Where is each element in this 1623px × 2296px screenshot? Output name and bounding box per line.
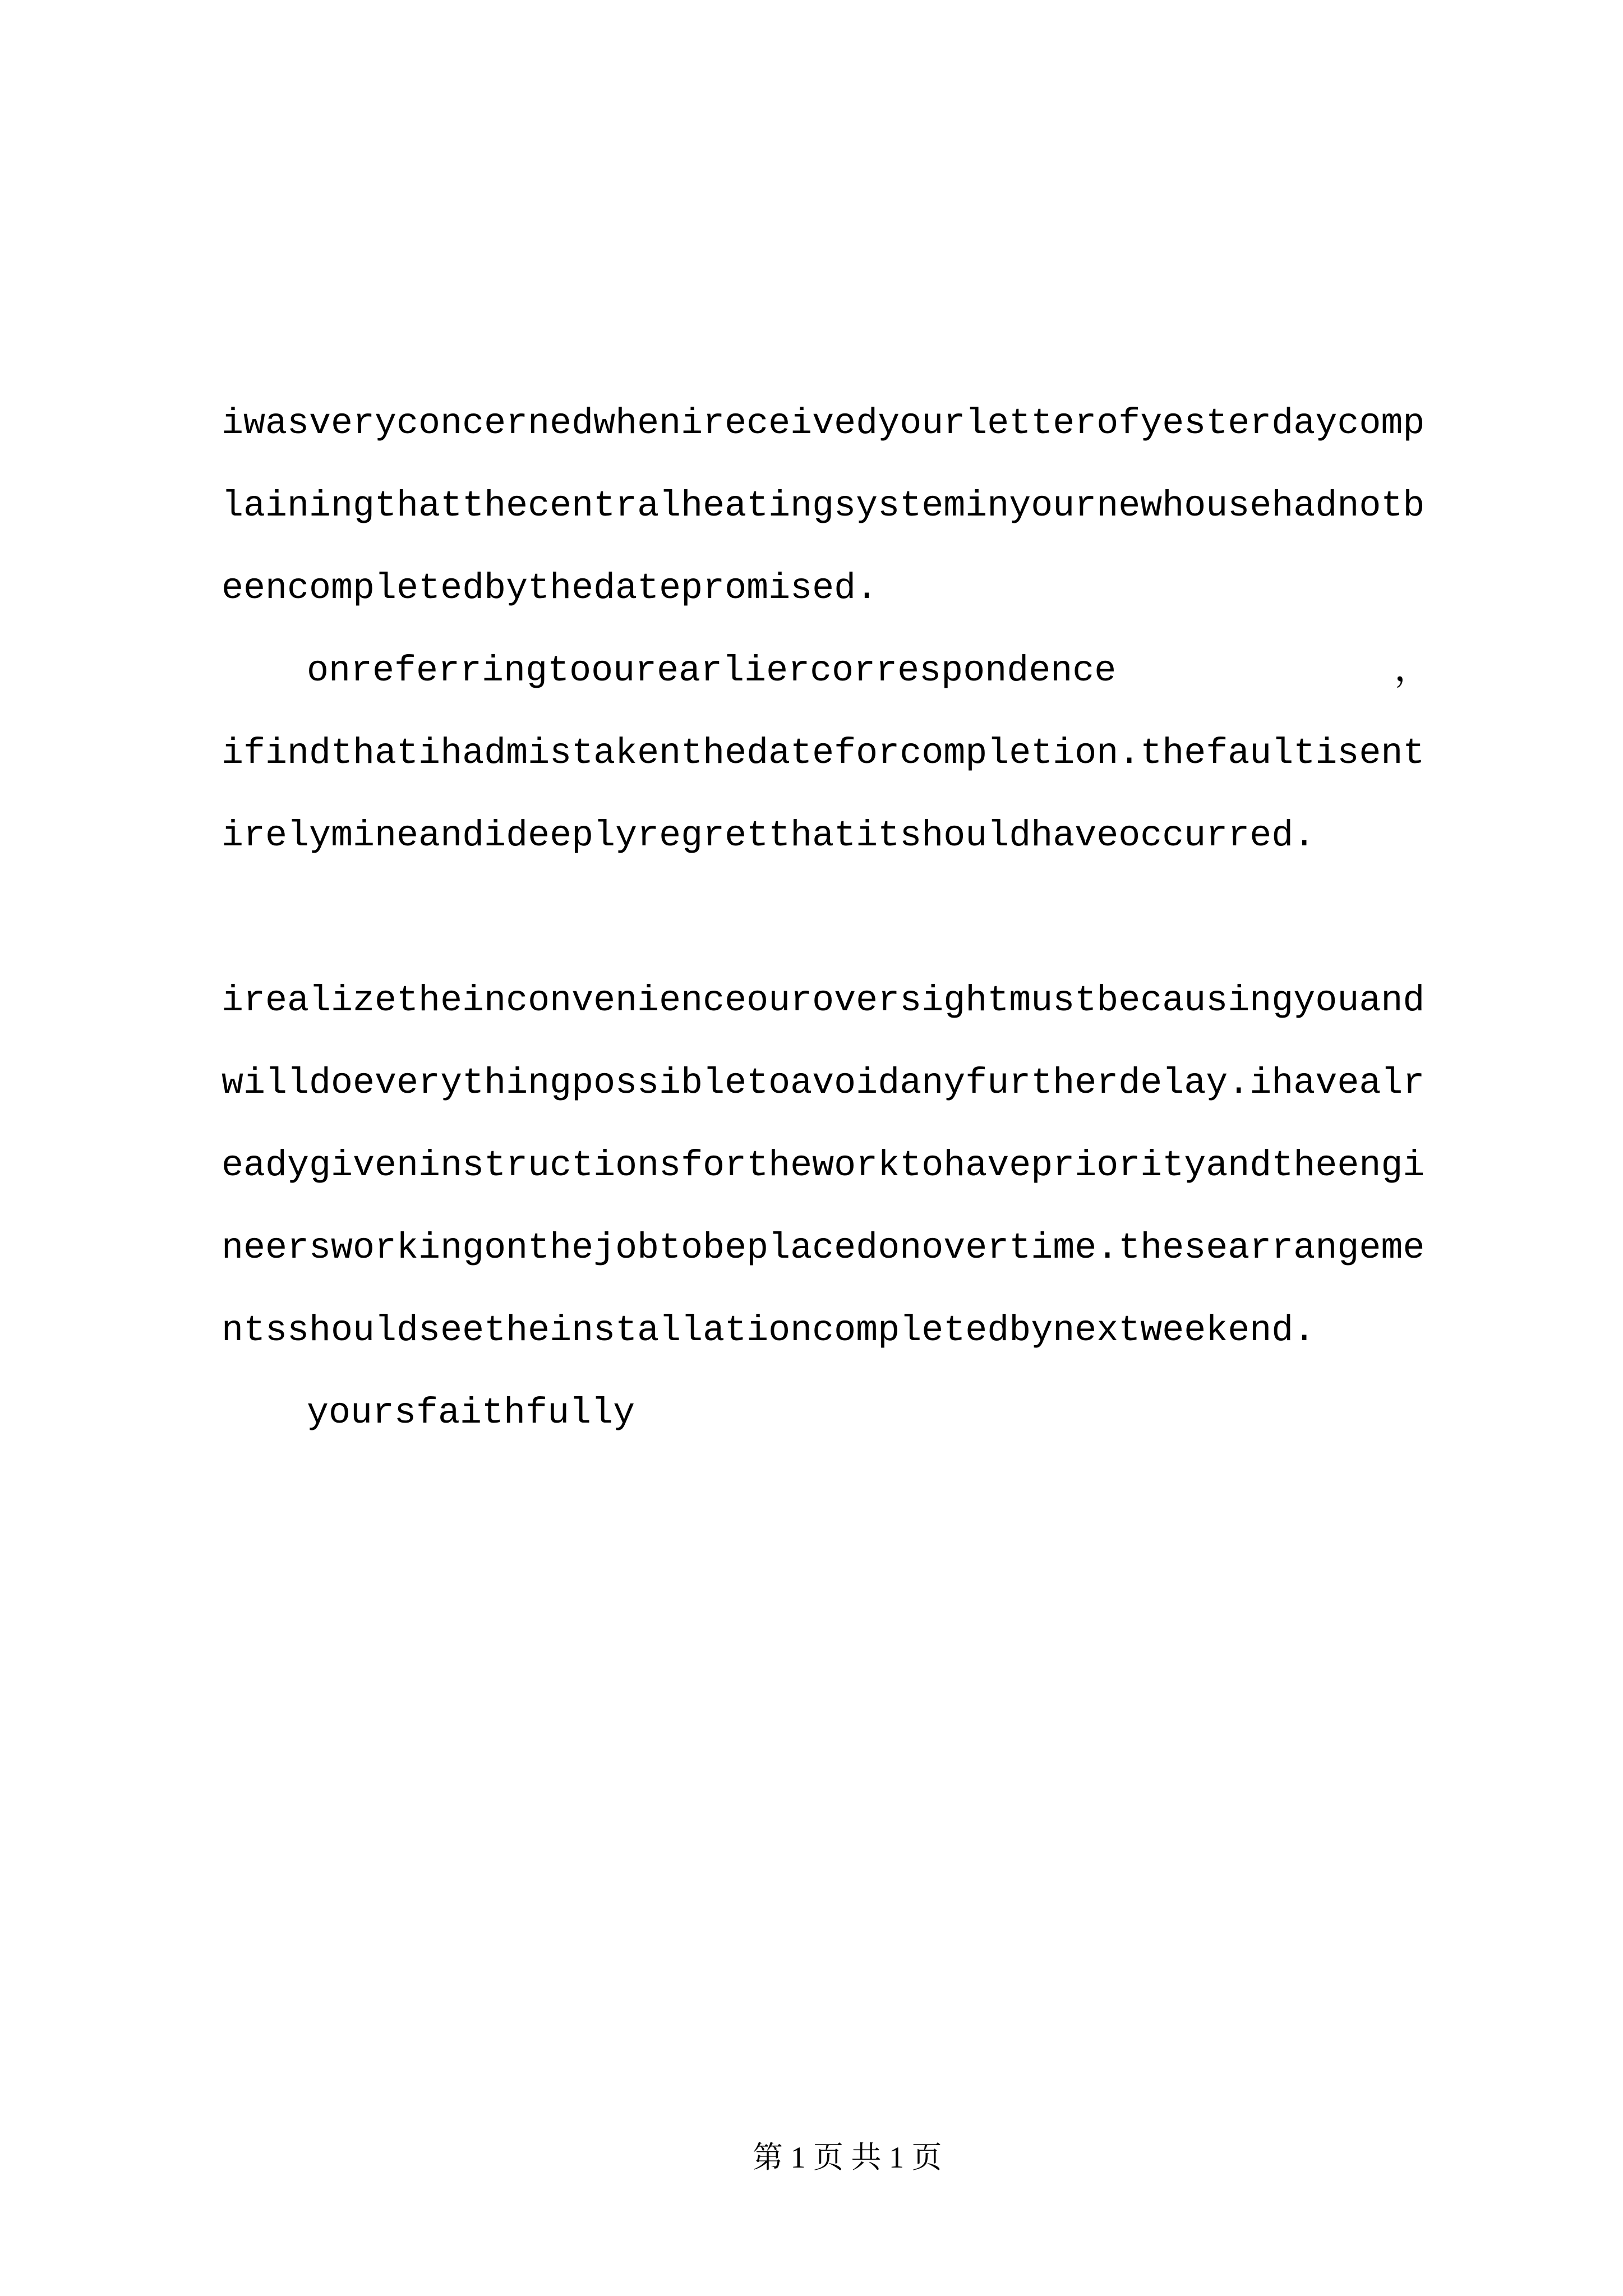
text-line: eadygiveninstructionsfortheworktohavepriorityandtheengi xyxy=(222,1145,1425,1186)
text-line: irealizetheinconvenienceouroversightmustbecausingyouand xyxy=(222,980,1425,1022)
paragraph-complaint-acknowledgement xyxy=(222,383,1433,630)
blank-line xyxy=(222,877,1433,960)
page-footer xyxy=(753,2135,942,2180)
text-line-with-end-mark xyxy=(222,630,1433,712)
page-number: 第 1 页 共 1 页 xyxy=(753,2141,942,2174)
letter-body xyxy=(222,383,1433,1455)
paragraph-closing xyxy=(222,1372,1433,1455)
text-line: ntsshouldseetheinstallationcompletedbynextweekend. xyxy=(222,1310,1316,1351)
text-line: ifindthatihadmistakenthedateforcompletion.thefaultisent xyxy=(222,733,1425,774)
paragraph-remedy xyxy=(222,960,1433,1372)
text-line: iwasveryconcernedwhenireceivedyourletterofyesterdaycomp xyxy=(222,403,1425,444)
text-line: willdoeverythingpossibletoavoidanyfurtherdelay.ihavealr xyxy=(222,1062,1425,1104)
text-line: onreferringtoourearliercorrespondence xyxy=(307,650,1117,692)
text-line: neersworkingonthejobtobeplacedonovertime.thesearrangeme xyxy=(222,1227,1425,1269)
text-line: irelymineandideeplyregretthatitshouldhaveoccurred. xyxy=(222,815,1316,857)
closing-line: yoursfaithfully xyxy=(307,1392,635,1434)
paragraph-admission xyxy=(222,630,1433,877)
text-line: eencompletedbythedatepromised. xyxy=(222,568,878,609)
text-line: lainingthatthecentralheatingsysteminyournewhousehadnotb xyxy=(222,485,1425,527)
comma-mark: ， xyxy=(1394,650,1431,692)
